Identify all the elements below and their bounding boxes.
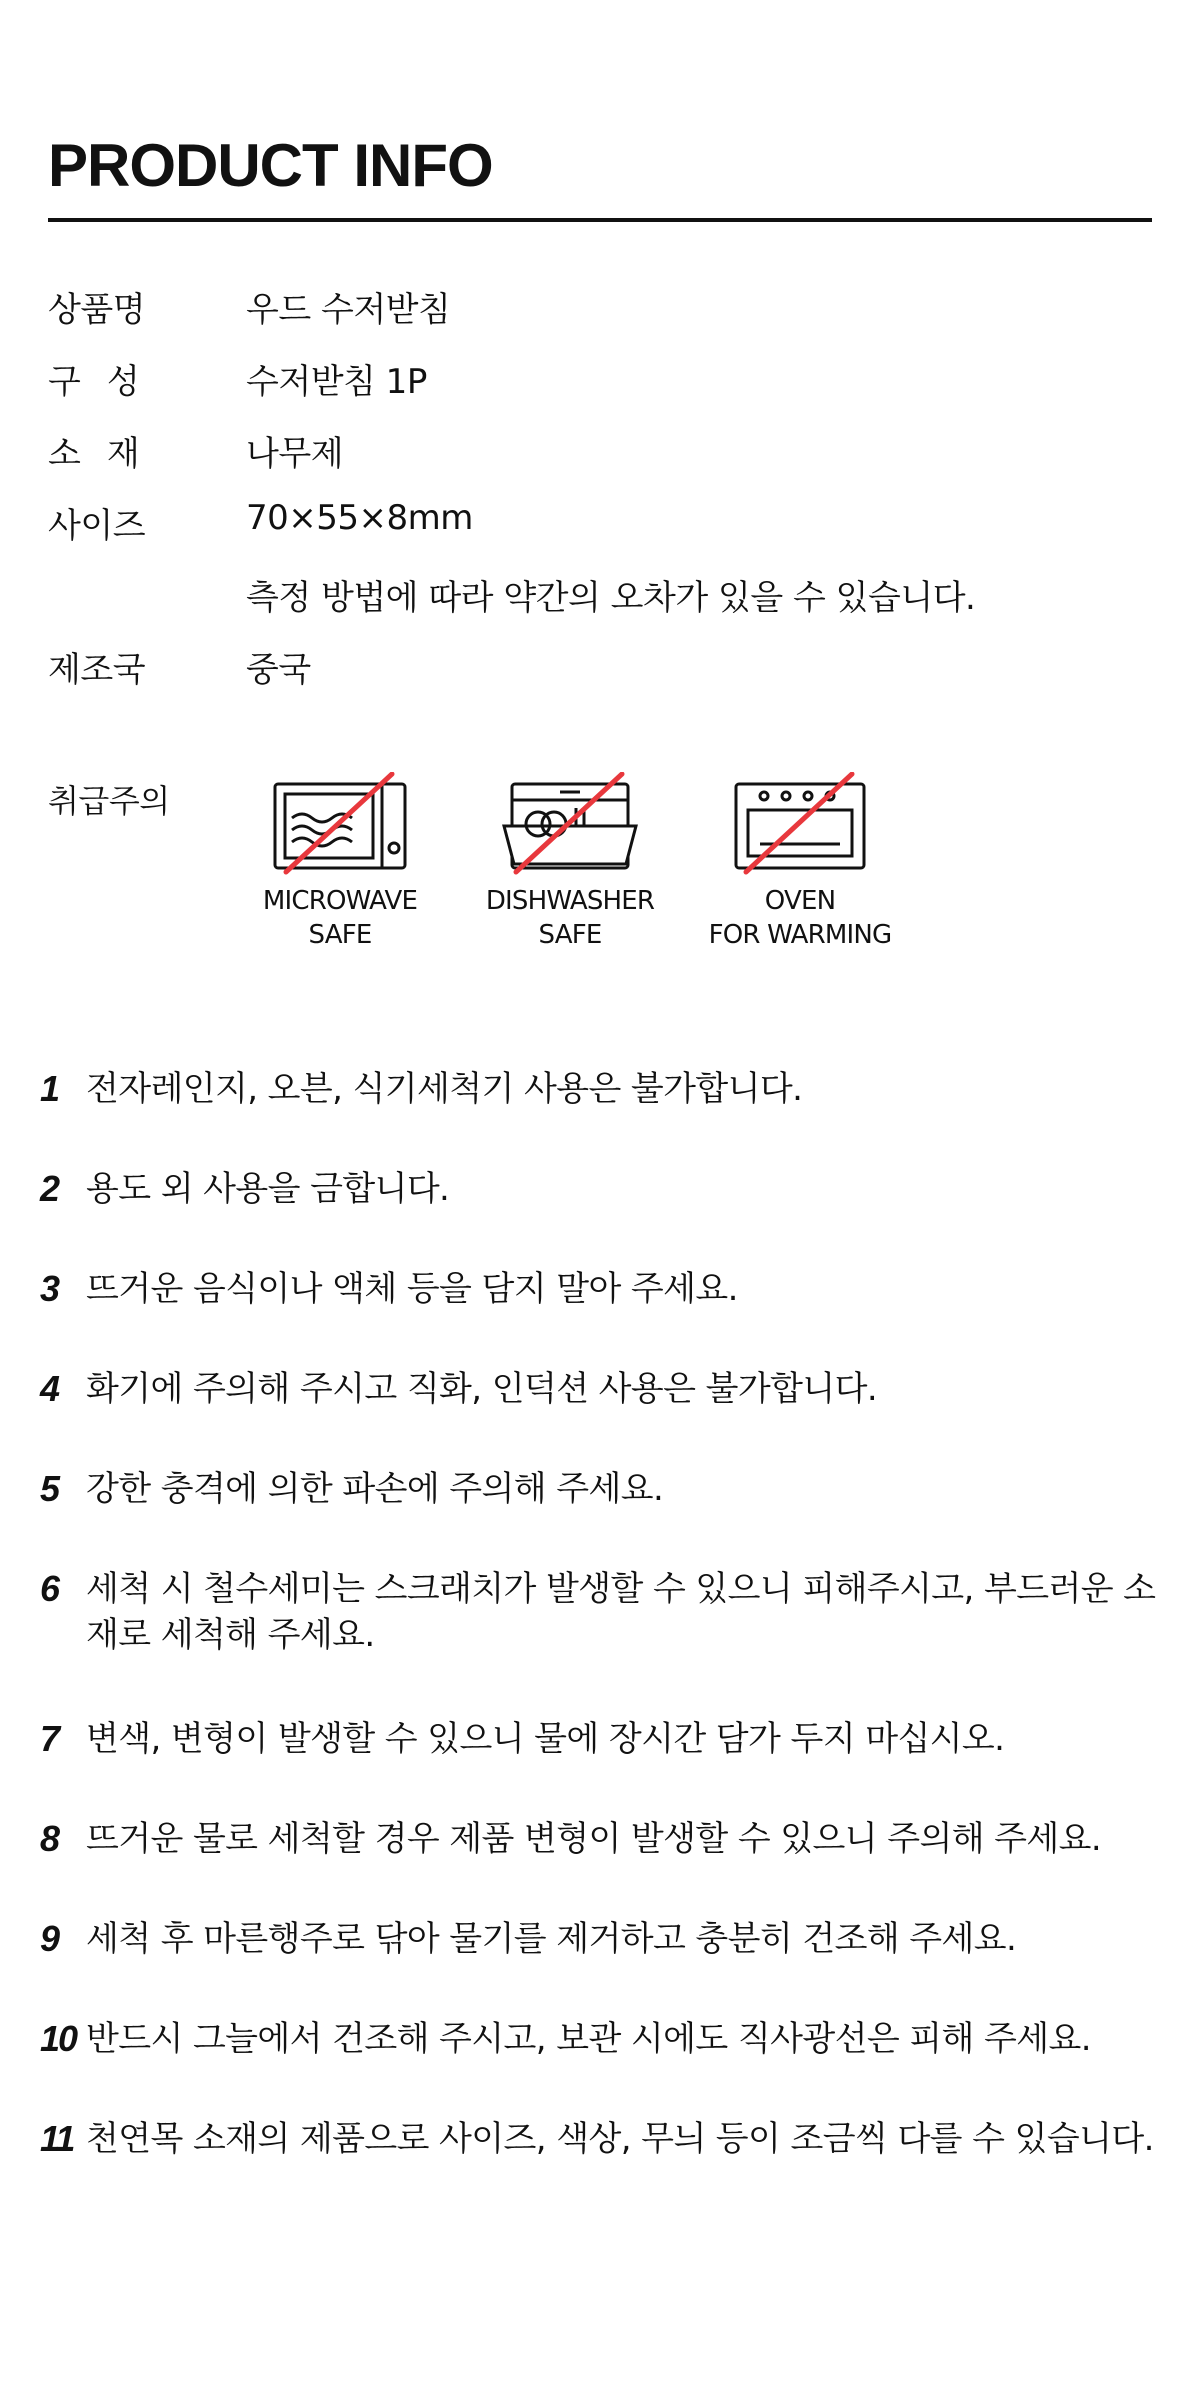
care-label: 취급주의 xyxy=(48,782,170,820)
note-number: 7 xyxy=(40,1718,59,1759)
care-caption-line1: MICROWAVE xyxy=(262,886,418,916)
page-title: PRODUCT INFO xyxy=(48,132,493,199)
care-caption-line2: FOR WARMING xyxy=(708,920,892,950)
info-label: 사이즈 xyxy=(48,506,146,546)
note-text: 변색, 변형이 발생할 수 있으니 물에 장시간 담가 두지 마십시오. xyxy=(86,1719,1005,1759)
note-number: 2 xyxy=(40,1168,59,1209)
note-text: 뜨거운 물로 세척할 경우 제품 변형이 발생할 수 있으니 주의해 주세요. xyxy=(86,1819,1102,1859)
info-row-origin xyxy=(48,642,1148,702)
note-number: 3 xyxy=(40,1268,59,1309)
care-caption-line2: SAFE xyxy=(538,920,602,950)
note-number: 10 xyxy=(40,2018,77,2059)
note-text: 용도 외 사용을 금합니다. xyxy=(86,1169,450,1209)
dishwasher-crossed-icon xyxy=(500,772,640,876)
info-label: 상품명 xyxy=(48,290,146,330)
info-label: 소재 xyxy=(48,434,166,474)
title-divider xyxy=(48,218,1152,222)
care-caption-line1: DISHWASHER xyxy=(485,886,655,916)
info-value: 70×55×8mm xyxy=(246,498,473,538)
info-row-size xyxy=(48,498,1148,558)
info-value: 수저받침 1P xyxy=(246,362,427,402)
note-number: 1 xyxy=(40,1068,59,1109)
info-value: 나무제 xyxy=(246,434,344,474)
note-number: 11 xyxy=(40,2118,74,2159)
care-caption-line2: SAFE xyxy=(308,920,372,950)
microwave-crossed-icon xyxy=(270,772,410,876)
note-text: 화기에 주의해 주시고 직화, 인덕션 사용은 불가합니다. xyxy=(86,1369,878,1409)
note-number: 4 xyxy=(40,1368,59,1409)
info-label: 구성 xyxy=(48,362,166,402)
info-label: 제조국 xyxy=(48,650,146,690)
info-row-size-note xyxy=(48,570,1148,630)
info-value: 중국 xyxy=(246,650,311,690)
care-item-oven xyxy=(700,772,900,952)
info-value: 측정 방법에 따라 약간의 오차가 있을 수 있습니다. xyxy=(246,578,976,618)
note-text: 천연목 소재의 제품으로 사이즈, 색상, 무늬 등이 조금씩 다를 수 있습니다. xyxy=(86,2119,1154,2159)
note-text: 세척 후 마른행주로 닦아 물기를 제거하고 충분히 건조해 주세요. xyxy=(86,1919,1017,1959)
care-caption-line1: OVEN xyxy=(764,886,836,916)
note-number: 9 xyxy=(40,1918,59,1959)
care-item-microwave xyxy=(240,772,440,952)
note-number: 5 xyxy=(40,1468,59,1509)
info-row-material xyxy=(48,426,1148,486)
info-row-composition xyxy=(48,354,1148,414)
note-text: 반드시 그늘에서 건조해 주시고, 보관 시에도 직사광선은 피해 주세요. xyxy=(86,2019,1091,2059)
note-text: 세척 시 철수세미는 스크래치가 발생할 수 있으니 피해주시고, 부드러운 소재로 세척해 주세요. xyxy=(86,1569,1156,1655)
note-number: 8 xyxy=(40,1818,59,1859)
note-text: 뜨거운 음식이나 액체 등을 담지 말아 주세요. xyxy=(86,1269,738,1309)
note-text: 강한 충격에 의한 파손에 주의해 주세요. xyxy=(86,1469,664,1509)
info-row-name xyxy=(48,282,1148,342)
oven-crossed-icon xyxy=(730,772,870,876)
note-number: 6 xyxy=(40,1568,59,1609)
note-text: 전자레인지, 오븐, 식기세척기 사용은 불가합니다. xyxy=(86,1069,803,1109)
info-value: 우드 수저받침 xyxy=(246,290,451,330)
care-item-dishwasher xyxy=(470,772,670,952)
